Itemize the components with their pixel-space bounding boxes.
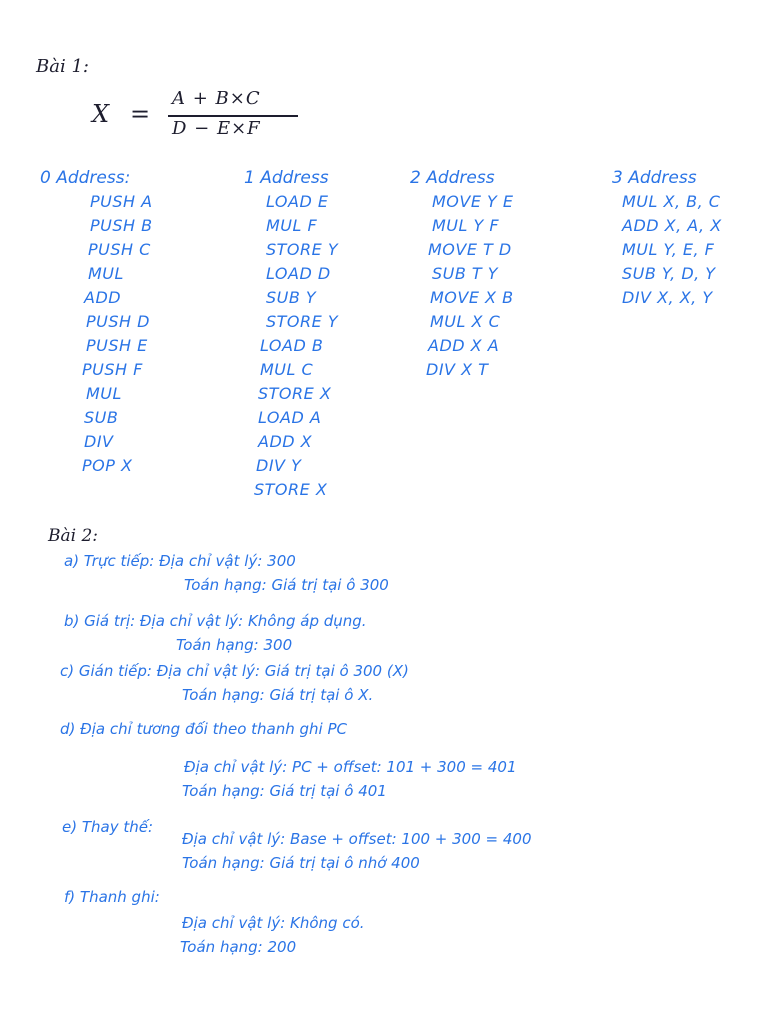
bai2-line: Toán hạng: 200 (180, 938, 297, 956)
formula-denominator: D − E×F (172, 118, 261, 139)
bai2-line: c) Gián tiếp: Địa chỉ vật lý: Giá trị tại ô 300 (X) (60, 662, 409, 680)
bai2-line: f) Thanh ghi: (64, 888, 160, 906)
col1-line: LOAD A (258, 408, 322, 427)
bai2-line: Toán hạng: Giá trị tại ô 401 (182, 782, 387, 800)
col0-line: SUB (84, 408, 119, 427)
col0-line: ADD (84, 288, 122, 307)
bai2-line: Địa chỉ vật lý: Base + offset: 100 + 300 = 400 (182, 830, 532, 848)
bai2-line: Toán hạng: Giá trị tại ô X. (182, 686, 374, 704)
col2-title: 2 Address (410, 168, 495, 188)
col0-line: DIV (84, 432, 114, 451)
col2-line: ADD X A (428, 336, 500, 355)
col3-line: SUB Y, D, Y (622, 264, 716, 283)
col1-line: STORE X (254, 480, 328, 499)
col2-line: MOVE Y E (432, 192, 514, 211)
col2-line: MOVE T D (428, 240, 512, 259)
bai2-line: Địa chỉ vật lý: PC + offset: 101 + 300 = 401 (184, 758, 517, 776)
col3-title: 3 Address (612, 168, 697, 188)
col1-line: ADD X (258, 432, 313, 451)
col2-line: DIV X T (426, 360, 489, 379)
col2-line: MUL X C (430, 312, 501, 331)
col1-line: STORE Y (266, 240, 339, 259)
col0-line: PUSH C (88, 240, 151, 259)
fraction-bar (168, 115, 298, 117)
bai2-line: Toán hạng: Giá trị tại ô 300 (184, 576, 389, 594)
col0-line: PUSH E (86, 336, 148, 355)
formula (92, 88, 312, 140)
col1-line: MUL C (260, 360, 314, 379)
col0-line: PUSH D (86, 312, 150, 331)
col1-line: DIV Y (256, 456, 302, 475)
col1-line: LOAD B (260, 336, 324, 355)
col2-line: SUB T Y (432, 264, 499, 283)
col2-line: MOVE X B (430, 288, 514, 307)
col1-line: STORE Y (266, 312, 339, 331)
col3-line: ADD X, A, X (622, 216, 722, 235)
bai2-line: a) Trực tiếp: Địa chỉ vật lý: 300 (64, 552, 296, 570)
formula-numerator: A + B×C (172, 88, 261, 109)
col1-title: 1 Address (244, 168, 329, 188)
col1-line: SUB Y (266, 288, 317, 307)
col3-line: MUL X, B, C (622, 192, 721, 211)
formula-equals: = (130, 100, 151, 128)
col1-line: MUL F (266, 216, 318, 235)
bai2-line: b) Giá trị: Địa chỉ vật lý: Không áp dụng. (64, 612, 367, 630)
bai1-title: Bài 1: (36, 56, 89, 77)
formula-lhs: X (92, 100, 110, 128)
col0-line: POP X (82, 456, 133, 475)
col1-line: LOAD E (266, 192, 329, 211)
col0-line: MUL (86, 384, 122, 403)
col1-line: STORE X (258, 384, 332, 403)
bai2-line: Toán hạng: Giá trị tại ô nhớ 400 (182, 854, 420, 872)
col0-title: 0 Address: (40, 168, 131, 188)
col3-line: MUL Y, E, F (622, 240, 715, 259)
col2-line: MUL Y F (432, 216, 500, 235)
col0-line: PUSH F (82, 360, 143, 379)
bai2-line: d) Địa chỉ tương đối theo thanh ghi PC (60, 720, 347, 738)
bai2-title: Bài 2: (48, 526, 99, 546)
bai2-line: e) Thay thế: (62, 818, 154, 836)
bai2-line: Địa chỉ vật lý: Không có. (182, 914, 365, 932)
bai2-line: Toán hạng: 300 (176, 636, 293, 654)
col3-line: DIV X, X, Y (622, 288, 713, 307)
col1-line: LOAD D (266, 264, 331, 283)
col0-line: MUL (88, 264, 124, 283)
col0-line: PUSH B (90, 216, 153, 235)
col0-line: PUSH A (90, 192, 153, 211)
